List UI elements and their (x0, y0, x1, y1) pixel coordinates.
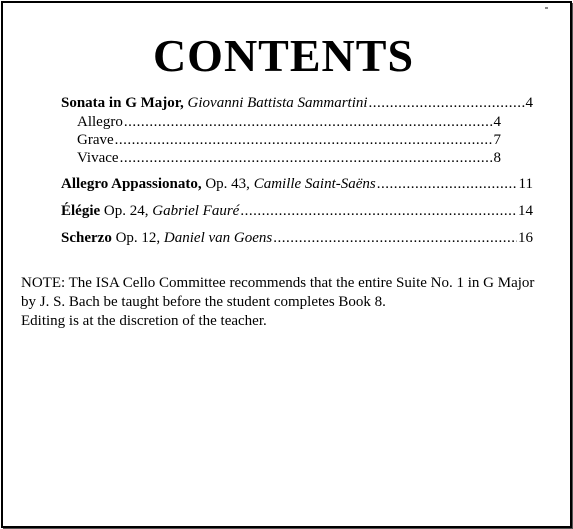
scan-mark (545, 7, 548, 9)
page-title: CONTENTS (152, 30, 415, 81)
page-number: 4 (493, 114, 501, 130)
dot-leader (120, 149, 493, 167)
work-title: Élégie (61, 203, 101, 219)
toc-entry-text (61, 94, 368, 112)
note-line: Editing is at the discretion of the teacher. (21, 313, 267, 329)
movement-title: Grave (77, 132, 114, 148)
opus-number: Op. 24, (103, 203, 149, 219)
page-number: 16 (518, 230, 533, 246)
dot-leader (124, 113, 493, 131)
dot-leader (369, 94, 525, 112)
composer-name: Gabriel Fauré (152, 203, 240, 219)
toc-entry-elegie (61, 202, 533, 220)
composer-name: Daniel van Goens (163, 230, 273, 246)
toc-entry-text (61, 202, 239, 220)
page-frame (1, 1, 572, 528)
page-number: 11 (518, 176, 533, 192)
dot-leader (240, 202, 517, 220)
dot-leader (273, 229, 517, 247)
toc-entry-text (61, 229, 272, 247)
toc-subentry-allegro (77, 113, 501, 131)
page-number: 8 (493, 150, 501, 166)
page-number: 7 (493, 132, 501, 148)
note-paragraph (21, 274, 551, 331)
work-title: Allegro Appassionato, (61, 176, 202, 192)
movement-title: Allegro (77, 114, 123, 130)
movement-title: Vivace (77, 150, 119, 166)
toc-entry-sonata (61, 94, 533, 112)
toc-subentry-grave (77, 131, 501, 149)
dot-leader (377, 175, 518, 193)
opus-number: Op. 43, (205, 176, 250, 192)
toc-entry-text (61, 175, 376, 193)
toc-entry-scherzo (61, 229, 533, 247)
page-number: 14 (518, 203, 533, 219)
toc-subentry-vivace (77, 149, 501, 167)
note-line: NOTE: The ISA Cello Committee recommends that the entire Suite No. 1 in G Major (21, 275, 535, 291)
work-title: Scherzo (61, 230, 112, 246)
work-title: Sonata in G Major, (61, 95, 184, 111)
composer-name: Camille Saint-Saëns (253, 176, 376, 192)
page-number: 4 (525, 95, 533, 111)
opus-number: Op. 12, (115, 230, 161, 246)
dot-leader (115, 131, 493, 149)
toc-entry-allegro-appassionato (61, 175, 533, 193)
composer-name: Giovanni Battista Sammartini (187, 95, 368, 111)
note-line: by J. S. Bach be taught before the student completes Book 8. (21, 294, 386, 310)
